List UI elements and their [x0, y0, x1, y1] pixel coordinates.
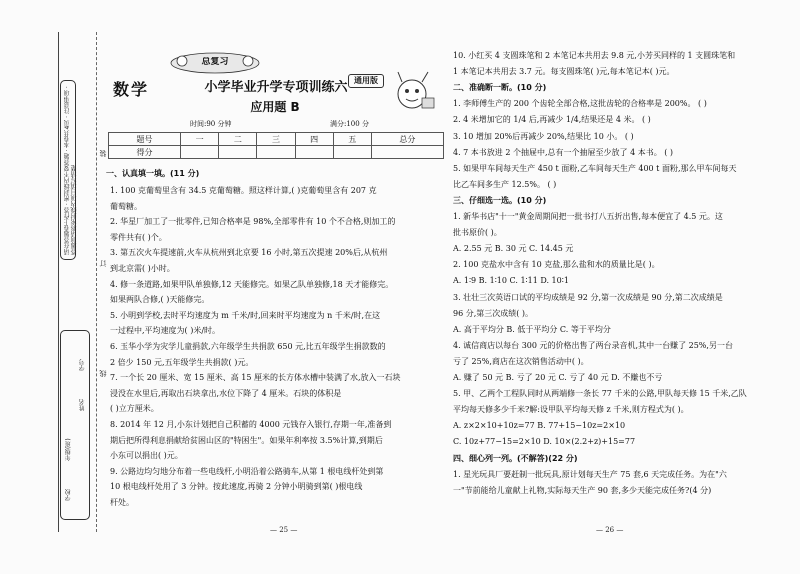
question-line: 9. 公路边均匀地分布着一些电线杆,小明沿着公路骑车,从第 1 根电线杆处到第	[110, 466, 384, 476]
question-line: 1 本笔记本共用去 3.7 元。每支圆珠笔( )元,每本笔记本( )元。	[453, 67, 675, 77]
question-line: 96 分,第三次成绩( )。	[453, 308, 534, 318]
question-line: 5. 甲、乙两个工程队同时从两端修一条长 77 千米的公路,甲队每天修 15 千米,乙队	[453, 389, 747, 399]
question-line: 6. 玉华小学为灾学儿童捐款,六年级学生共捐款 650 元,比五年级学生捐款数的	[110, 342, 386, 351]
question-line: 5. 小明到学校,去时平均速度为 m 千米/时,回来时平均速度为 n 千米/时,在这	[110, 310, 381, 320]
question-line: 4. 诚信商店以每台 300 元的价格出售了两台录音机,其中一台赚了 25%,另一台	[453, 340, 733, 350]
score-input-cell[interactable]	[181, 146, 219, 159]
score-input-cell[interactable]	[257, 146, 295, 159]
exam-full-score: 满分:100 分	[330, 120, 369, 128]
question-line: 浸没在水里后,再取出石块拿出,水位下降了 4 厘米。石块的体积是	[110, 388, 342, 398]
score-header-cell: 三	[257, 133, 295, 146]
question-line: A. 赚了 50 元 B. 亏了 20 元 C. 亏了 40 元 D. 不赚也不亏	[453, 373, 663, 382]
exam-time: 时间:90 分钟	[190, 120, 232, 128]
exam-title: 小学毕业升学专项训练六	[204, 80, 348, 95]
seal-mark-xian: 线	[99, 370, 107, 377]
spine-rule-outer	[58, 32, 59, 532]
question-line: A. 2.55 元 B. 30 元 C. 14.45 元	[453, 244, 574, 254]
edition-badge: 通用版	[348, 74, 384, 88]
section-header: 三、仔细选一选。(10 分)	[453, 195, 547, 205]
section-header: 二、准确断一断。(10 分)	[453, 83, 547, 93]
field-school: 学校	[65, 489, 72, 501]
question-line: 2. 4 米增加它的 1/4 后,再减少 1/4,结果还是 4 米。 ( )	[453, 115, 651, 125]
question-line: 2. 100 克盐水中含有 10 克盐,那么盐和水的质量比是( )。	[453, 260, 660, 270]
score-table-score-row	[109, 146, 444, 159]
question-line: 1. 李师傅生产的 200 个齿轮全部合格,这批齿轮的合格率是 200%。 ( )	[453, 99, 707, 109]
exam-subtitle: 应用题 B	[250, 100, 300, 114]
score-header-cell: 五	[333, 133, 371, 146]
spine-notice: 请在答题卷上作答 · 密封线内不要答题 · 本卷共4页 · 注意事项 · 答题前请将密封线内项目填写清楚	[64, 86, 78, 255]
question-line: 8. 2014 年 12 月,小东计划把自己积蓄的 4000 元钱存入银行,存期一年,准备到	[110, 420, 392, 429]
question-line: A. 高于平均分 B. 低于平均分 C. 等于平均分	[453, 324, 611, 334]
question-line: 批书原价( )。	[453, 228, 502, 238]
question-line: C. 10z+77−15=2×10 D. 10×(2.2+z)+15=77	[453, 437, 636, 447]
question-line: 平均每天修多少千米?解:设甲队平均每天修 z 千米,则方程式为( )。	[453, 405, 689, 415]
banner-logo	[170, 52, 260, 74]
question-line: A. 1∶9 B. 1∶10 C. 1∶11 D. 10∶1	[453, 276, 569, 286]
score-header-cell: 二	[219, 133, 257, 146]
question-line: 如果两队合修,( )天能修完。	[110, 295, 210, 305]
question-line: 2. 华星厂加工了一批零件,已知合格率是 98%,全部零件有 10 个不合格,则加工的	[110, 217, 396, 227]
student-info-box	[60, 330, 90, 520]
score-header-cell: 一	[181, 133, 219, 146]
question-line: 葡萄糖。	[110, 201, 142, 211]
section-1-header: 一、认真填一填。(11 分)	[106, 169, 200, 178]
question-line: ( )立方厘米。	[110, 404, 159, 414]
question-line: 4. 7 本书放进 2 个抽屉中,总有一个抽屉至少放了 4 本书。 ( )	[453, 147, 674, 157]
question-line: 10. 小红买 4 支圆珠笔和 2 本笔记本共用去 9.8 元,小芳买同样的 1 支圆珠笔和	[453, 51, 736, 60]
question-line: 1. 新华书店"十一"黄金周期间把一批书打八五折出售,每本便宜了 4.5 元。这	[453, 212, 723, 221]
score-header-cell: 四	[295, 133, 333, 146]
question-line: 一"节前能给儿童献上礼物,实际每天生产 90 套,多少天能完成任务?(4 分)	[453, 485, 712, 495]
question-line: 3. 10 增加 20%后再减少 20%,结果比 10 小。 ( )	[453, 131, 634, 141]
question-line: 亏了 25%,商店在这次销售活动中( )。	[453, 356, 589, 366]
score-table-header-row	[109, 133, 444, 146]
score-input-cell[interactable]	[371, 146, 443, 159]
field-name: 姓名	[79, 399, 86, 411]
question-line: 小东可以捐出( )元。	[110, 451, 183, 461]
spine-notice-box	[60, 80, 76, 260]
question-line: 零件共有( )个。	[110, 232, 167, 242]
question-line: 4. 修一条道路,如果甲队单独修,12 天能修完。如果乙队单独修,18 天才能修完。	[110, 279, 394, 289]
subject-title: 数学	[113, 80, 150, 99]
question-line: 2 倍少 150 元,五年级学生共捐款( )元。	[110, 357, 254, 367]
score-table	[108, 132, 444, 159]
question-line: 一过程中,平均速度为( )米/时。	[110, 326, 221, 336]
question-line: 5. 如果甲车间每天生产 450 t 面粉,乙车间每天生产 400 t 面粉,那么甲车间每天	[453, 163, 737, 173]
question-line: A. z×2×10+10z=77 B. 77+15−10z=2×10	[453, 421, 626, 431]
field-id: 学号	[79, 359, 86, 371]
score-input-cell[interactable]	[219, 146, 257, 159]
mascot-icon	[388, 68, 438, 112]
question-line: 1. 100 克葡萄里含有 34.5 克葡萄糖。照这样计算,( )克葡萄里含有 207 克	[110, 186, 377, 195]
score-input-cell[interactable]	[295, 146, 333, 159]
question-line: 期后把所得利息捐献给贫困山区的"特困生"。如果年利率按 3.5%计算,到期后	[110, 435, 383, 445]
seal-mark-zhuang: 装	[99, 150, 107, 157]
page-number-right: — 26 —	[596, 526, 624, 534]
question-line: 3. 第五次火车提速前,火车从杭州到北京要 16 小时,第五次提速 20%后,从杭州	[110, 248, 388, 258]
spine-rule-inner	[96, 32, 97, 532]
score-row-label: 得分	[109, 146, 181, 159]
question-line: 到北京需( )小时。	[110, 264, 175, 273]
banner-text: 总复习	[201, 57, 229, 67]
question-line: 杆处。	[110, 498, 134, 507]
question-line: 比乙车间多生产 12.5%。 ( )	[453, 179, 557, 189]
question-line: 3. 壮壮三次英语口试的平均成绩是 92 分,第一次成绩是 90 分,第二次成绩是	[453, 292, 723, 302]
section-header: 四、细心列一列。(不解答)(22 分)	[453, 453, 578, 463]
score-input-cell[interactable]	[333, 146, 371, 159]
question-line: 1. 星光玩具厂要赶制一批玩具,原计划每天生产 75 套,6 天完成任务。为在"六	[453, 469, 727, 479]
score-header-cell: 总分	[371, 133, 443, 146]
page-number-left: — 25 —	[270, 526, 298, 534]
question-line: 10 根电线杆处用了 3 分钟。按此速度,再骑 2 分钟小明骑到第( )根电线	[110, 482, 363, 492]
question-line: 7. 一个长 20 厘米、宽 15 厘米、高 15 厘米的长方体水槽中装满了水,放入一石块	[110, 373, 401, 383]
seal-mark-ding: 订	[99, 260, 107, 267]
score-header-cell: 题号	[109, 133, 181, 146]
field-grade: 年级(班)	[65, 438, 72, 461]
